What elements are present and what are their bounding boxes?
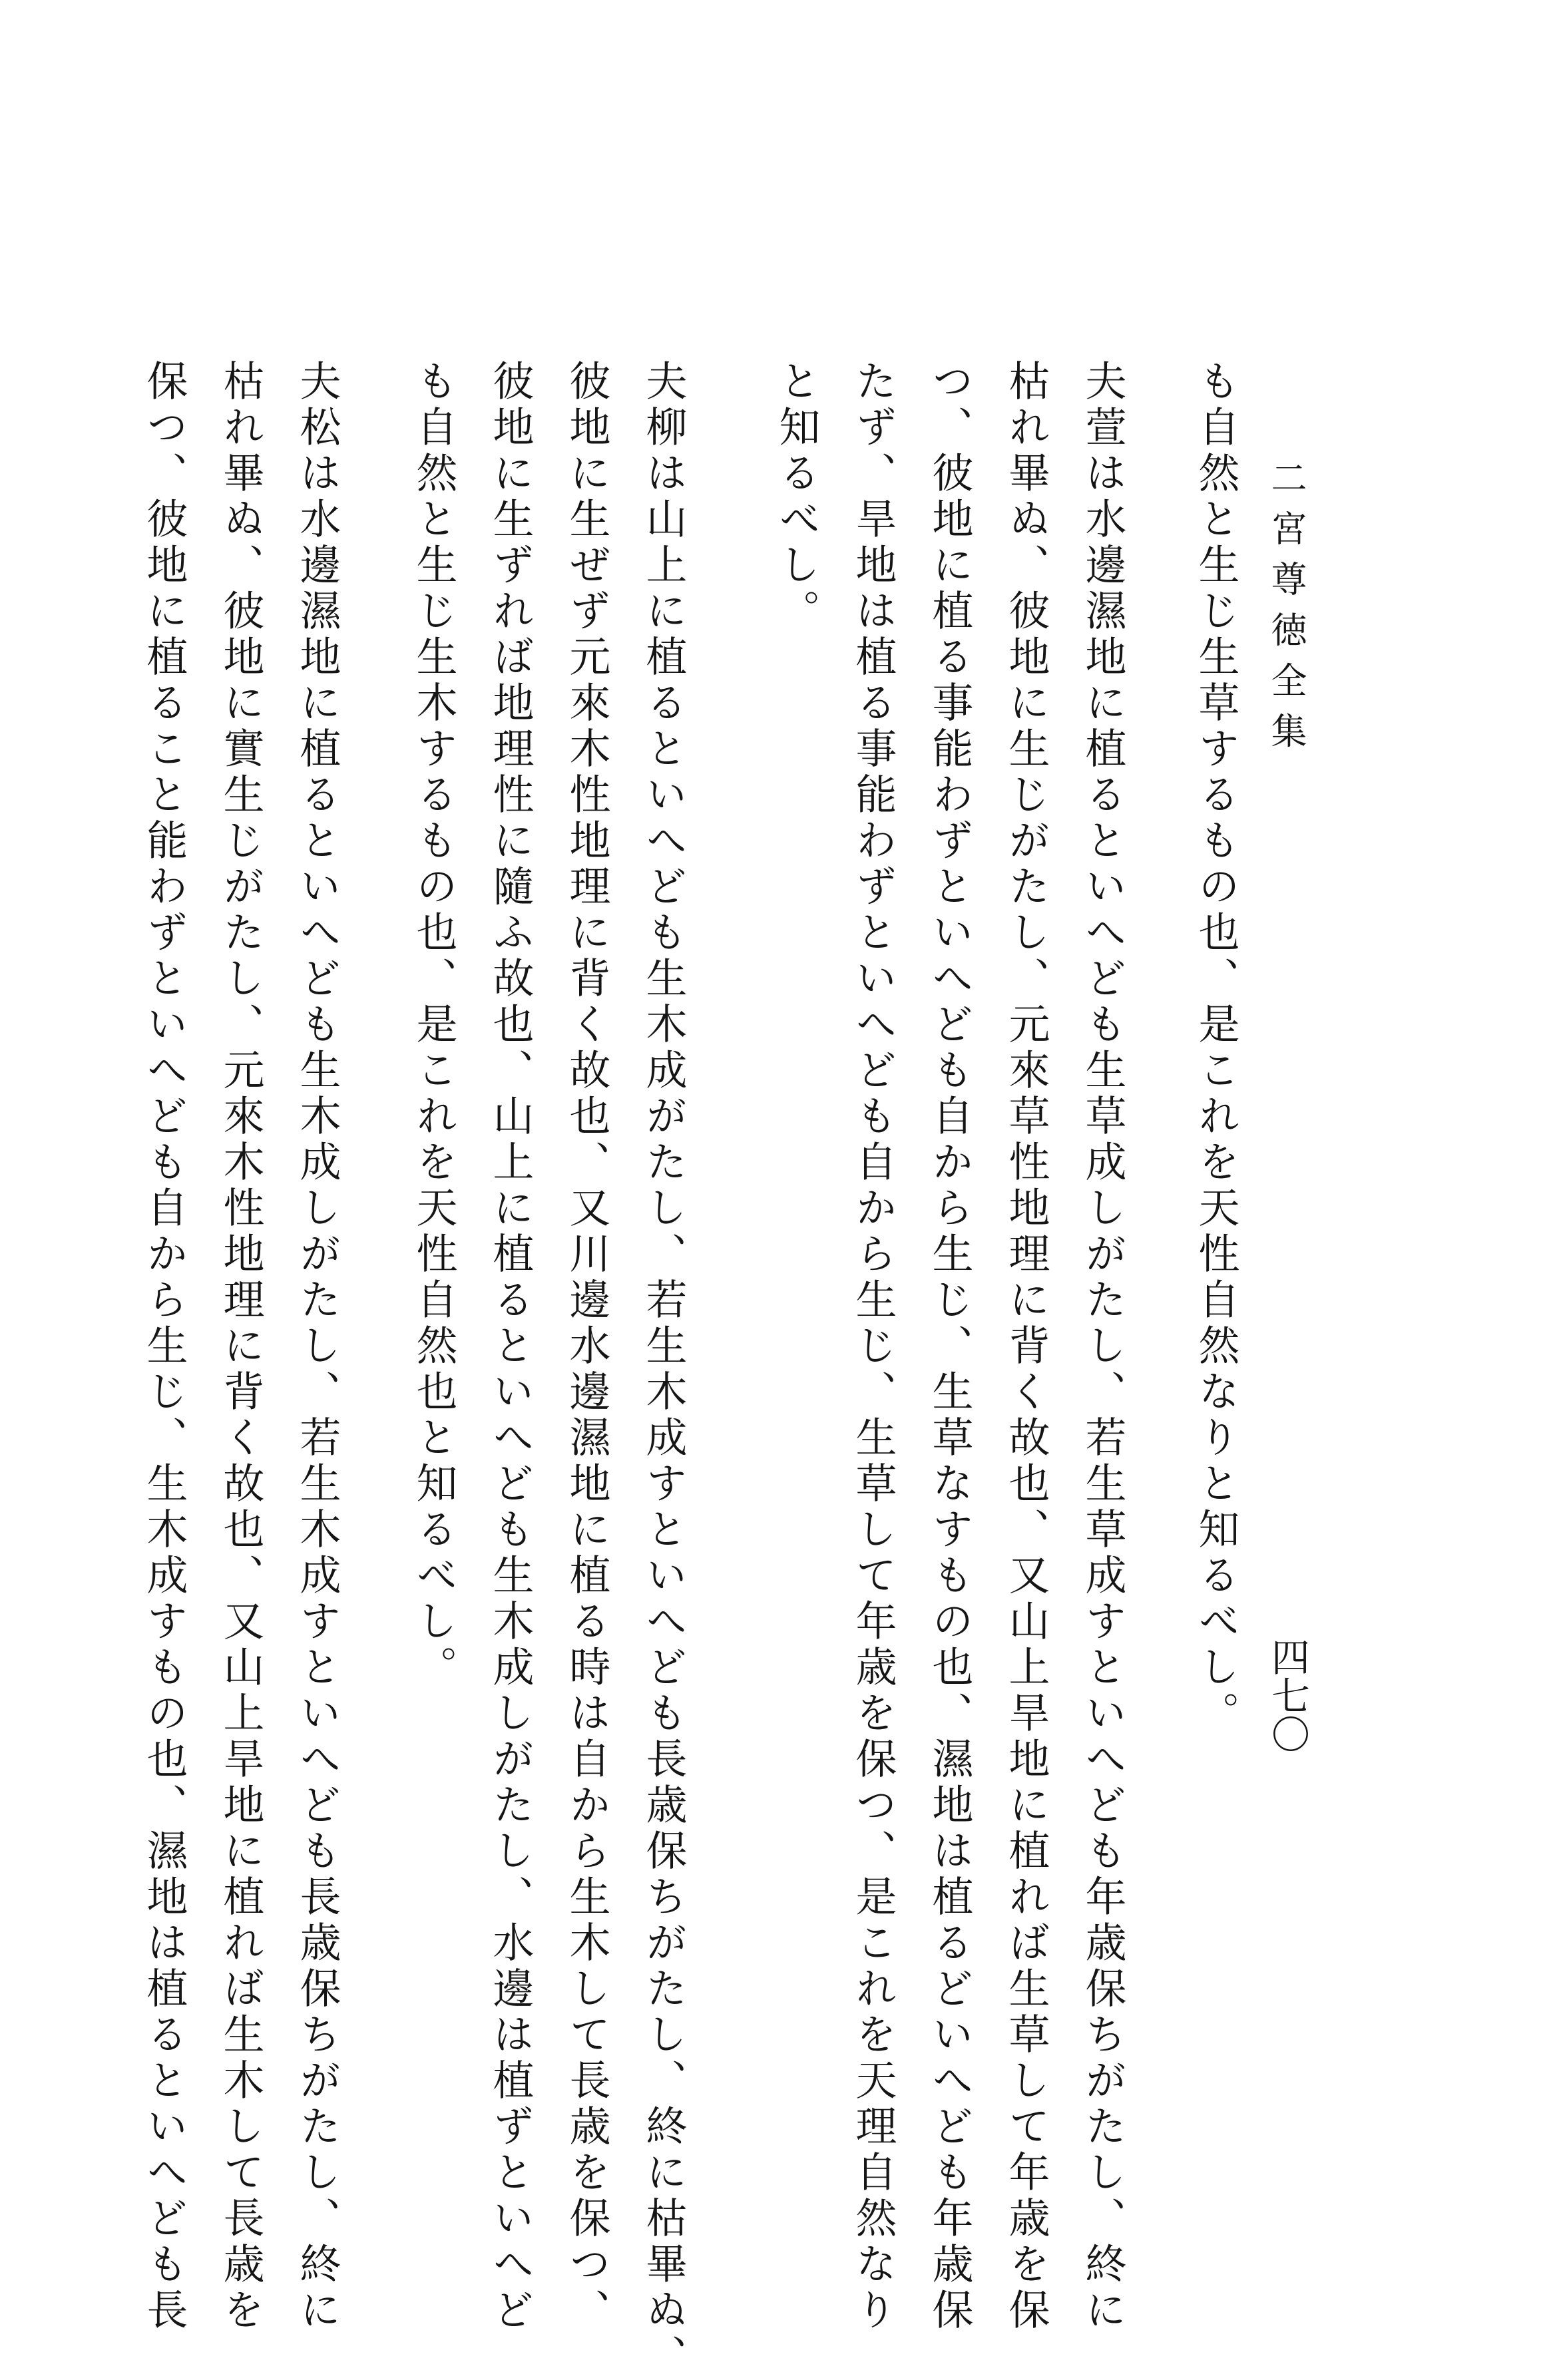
text-column-10: も自然と生じ生木するもの也、是これを天性自然也と知るべし。 xyxy=(409,359,458,1691)
text-column-13: 保つ、彼地に植ること能わずといへども自から生じ、生木成すもの也、濕地は植るといへども長 xyxy=(140,359,188,2334)
running-title: 二宮尊徳全集 xyxy=(1265,459,1307,763)
text-column-1: も自然と生じ生草するもの也、是これを天性自然なりと知るべし。 xyxy=(1192,359,1240,1737)
text-column-4: つ、彼地に植る事能わずといへども自から生じ、生草なすもの也、濕地は植るどいへども年歳保 xyxy=(925,359,974,2334)
text-column-11: 夫松は水邊濕地に植るといへども生木成しがたし、若生木成すといへども長歳保ちがたし、終に xyxy=(293,359,341,2334)
text-column-9: 彼地に生ずれば地理性に隨ふ故也、山上に植るといへども生木成しがたし、水邊は植ずといへど xyxy=(486,359,535,2334)
text-column-8: 彼地に生ぜず元來木性地理に背く故也、又川邊水邊濕地に植る時は自から生木して長歳を保つ、 xyxy=(562,359,611,2334)
text-column-6: と知るべし。 xyxy=(772,359,821,635)
text-column-7: 夫柳は山上に植るといへども生木成がたし、若生木成すといへども長歳保ちがたし、終に枯畢ぬ、 xyxy=(639,359,688,2380)
text-column-3: 枯れ畢ぬ、彼地に生じがたし、元來草性地理に背く故也、又山上旱地に植れば生草して年歳を保 xyxy=(1002,359,1050,2334)
text-column-12: 枯れ畢ぬ、彼地に實生じがたし、元來木性地理に背く故也、又山上旱地に植れば生木して長歳を xyxy=(216,359,265,2334)
page-number: 四七〇 xyxy=(1265,1637,1310,1753)
text-column-5: たず、旱地は植る事能わずといへども自から生じ、生草して年歳を保つ、是これを天理自然なり xyxy=(849,359,897,2334)
text-column-2: 夫萱は水邊濕地に植るといへども生草成しがたし、若生草成すといへども年歳保ちがたし、終に xyxy=(1078,359,1127,2334)
